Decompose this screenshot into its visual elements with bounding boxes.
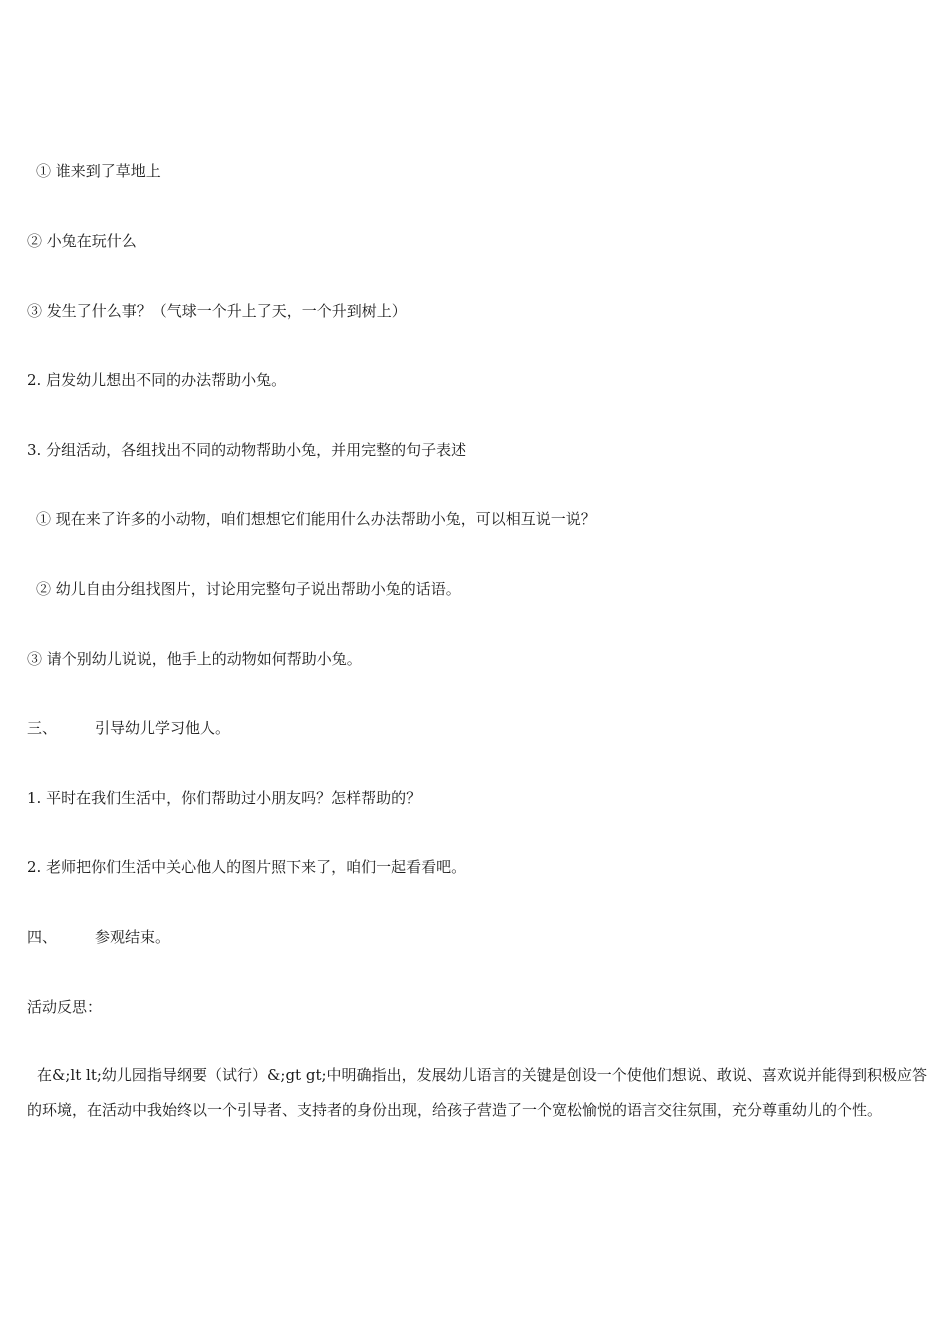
sub-item-2: ② 幼儿自由分组找图片，讨论用完整句子说出帮助小兔的话语。 <box>36 580 461 598</box>
section-heading-3 <box>27 718 230 738</box>
question-line-5: 2. 老师把你们生活中关心他人的图片照下来了，咱们一起看看吧。 <box>27 858 467 876</box>
question-line-3: ③ 发生了什么事？（气球一个升上了天，一个升到树上） <box>27 302 407 320</box>
question-line-4: 1. 平时在我们生活中，你们帮助过小朋友吗？怎样帮助的？ <box>27 789 422 807</box>
section-title: 参观结束。 <box>95 928 171 946</box>
step-2-line: 2. 启发幼儿想出不同的办法帮助小兔。 <box>27 371 287 389</box>
section-number: 四、 <box>27 928 58 946</box>
question-line-1: ① 谁来到了草地上 <box>36 162 161 180</box>
section-heading-4 <box>27 927 170 947</box>
sub-item-3: ③ 请个别幼儿说说，他手上的动物如何帮助小兔。 <box>27 650 362 668</box>
step-3-line: 3. 分组活动，各组找出不同的动物帮助小兔，并用完整的句子表述 <box>27 441 467 459</box>
question-line-2: ② 小兔在玩什么 <box>27 232 137 250</box>
section-number: 三、 <box>27 719 58 737</box>
reflection-paragraph: 在&;lt lt;幼儿园指导纲要（试行）&;gt gt;中明确指出，发展幼儿语言的关键是创设一个使他们想说、敢说、喜欢说并能得到积极应答的环境，在活动中我始终以一个引导者、支持者的身份出现，给孩子营造了一个宽松愉悦的语言交往氛围，充分尊重幼儿的个性。 <box>27 1066 927 1119</box>
section-title: 引导幼儿学习他人。 <box>95 719 231 737</box>
sub-item-1: ① 现在来了许多的小动物，咱们想想它们能用什么办法帮助小兔，可以相互说一说？ <box>36 510 596 528</box>
reflection-title: 活动反思： <box>27 998 103 1016</box>
